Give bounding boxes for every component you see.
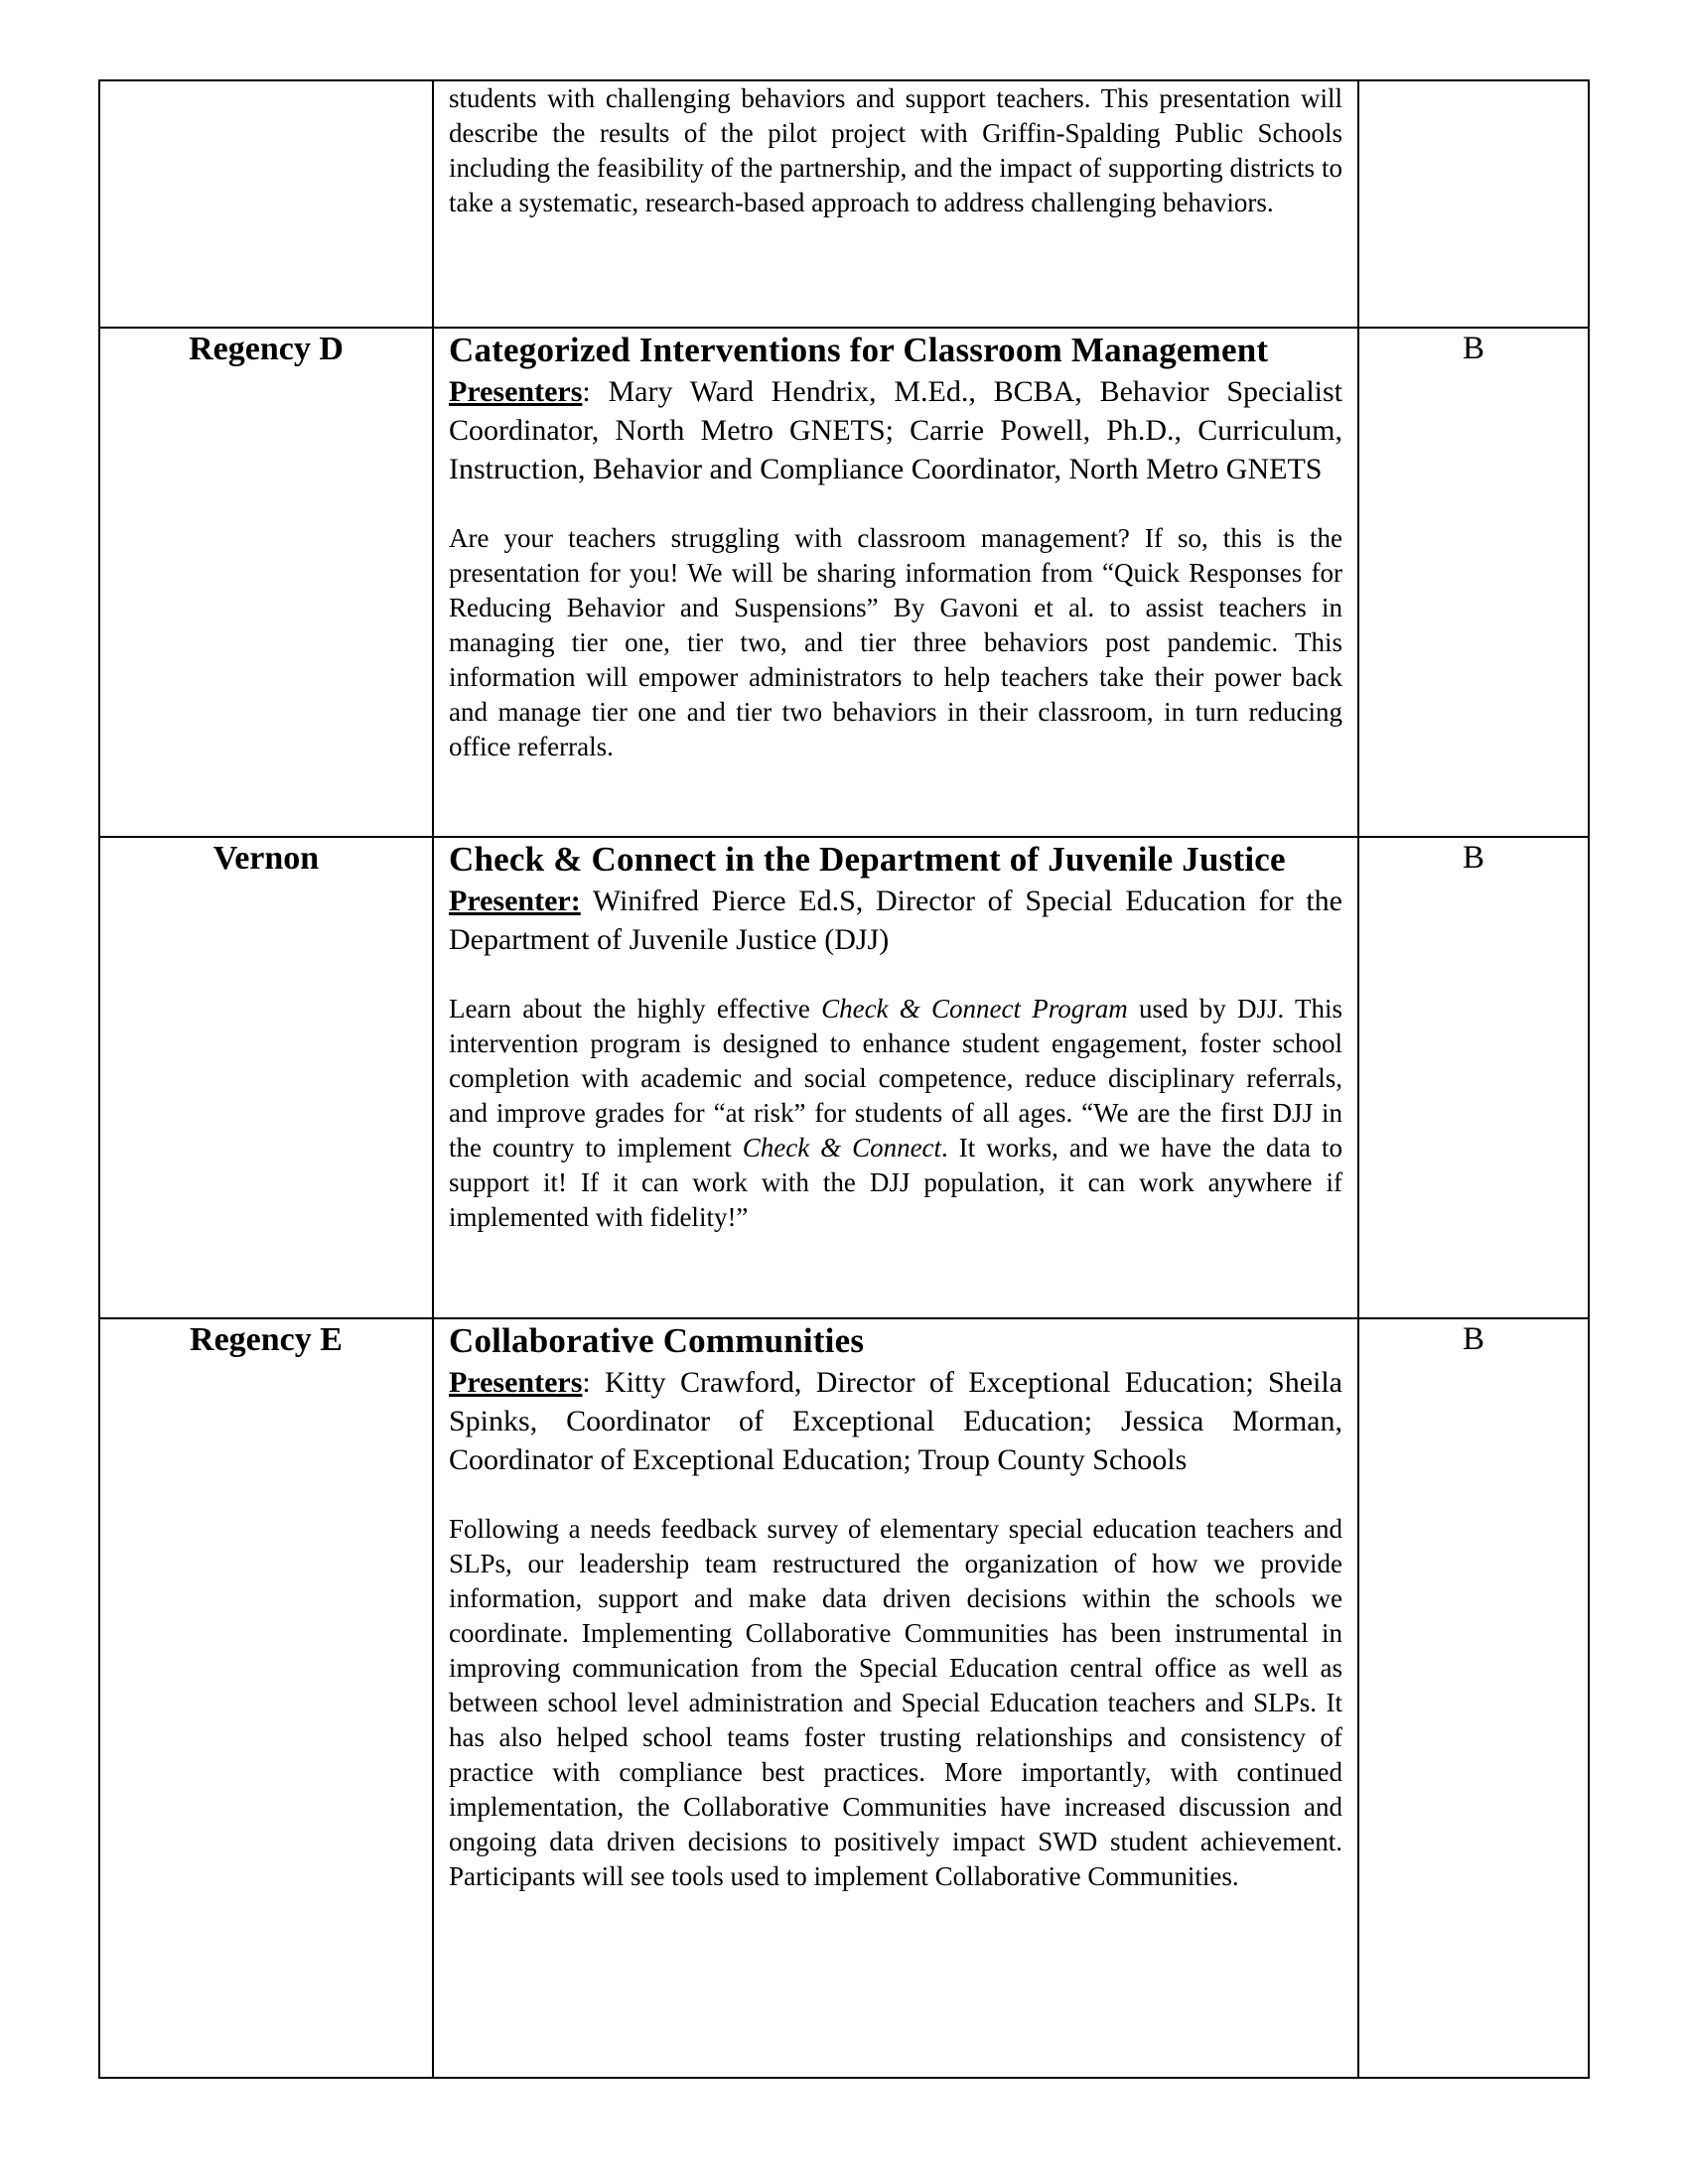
room-name: Regency D [189,331,344,367]
program-name: Check & Connect Program [821,994,1128,1024]
description-cell [433,328,1358,837]
room-cell [99,328,433,837]
presenters-label: Presenters [449,375,583,408]
session-abstract: Are your teachers struggling with classroom management? If so, this is the presentation for you! We will be sharing information from “Quick Responses for Reducing Behavior and Suspensions” By Gavoni et al. to assist teachers in managing tier one, tier two, and tier three behaviors post pandemic. This information will empower administrators to help teachers take their power back and manage tier one and tier two behaviors in their classroom, in turn reducing office referrals. [449,523,1342,761]
abstract-text: Learn about the highly effective [449,994,822,1024]
presenters-label: Presenter: [449,885,581,917]
description-cell [433,80,1358,328]
session-level: B [1462,331,1484,366]
table-row [99,80,1589,328]
session-presenters [449,882,1342,959]
session-presenters [449,372,1342,488]
session-presenters [449,1363,1342,1479]
room-cell [99,837,433,1318]
session-title: Collaborative Communities [449,1321,865,1360]
sessions-table [98,79,1590,2079]
presenters-text: : Mary Ward Hendrix, M.Ed., BCBA, Behavior Specialist Coordinator, North Metro GNETS; Carrie Powell, Ph.D., Curriculum, Instruction, Behavior and Compliance Coordinator, North Metro GNETS [449,375,1342,485]
level-cell [1358,328,1589,837]
level-cell [1358,80,1589,328]
room-name: Vernon [212,840,320,877]
abstract-text: . It works, and we have the data to support it! If it can work with the DJJ population, it can work anywhere if implemented with fidelity!” [449,1133,1342,1232]
abstract-text: used by DJJ. This intervention program is designed to enhance student engagement, foster school completion with academic and social competence, reduce disciplinary referrals, and improve grades for “at risk” for students of all ages. “We are the first DJJ in the country to implement [449,994,1342,1162]
table-row [99,1318,1589,2078]
description-cell [433,1318,1358,2078]
program-name: Check & Connect [742,1133,942,1162]
description-cell [433,837,1358,1318]
table-row [99,837,1589,1318]
session-abstract: students with challenging behaviors and support teachers. This presentation will describe the results of the pilot project with Griffin-Spalding Public Schools including the feasibility of the partnership, and the impact of supporting districts to take a systematic, research-based approach to address challenging behaviors. [449,83,1342,217]
session-level: B [1462,840,1484,876]
session-abstract: Following a needs feedback survey of elementary special education teachers and SLPs, our leadership team restructured the organization of how we provide information, support and make data driven decisions within the schools we coordinate. Implementing Collaborative Communities has been instrumental in improving communication from the Special Education central office as well as between school level administration and Special Education teachers and SLPs. It has also helped school teams foster trusting relationships and consistency of practice with compliance best practices. More importantly, with continued implementation, the Collaborative Communities have increased discussion and ongoing data driven decisions to positively impact SWD student achievement. Participants will see tools used to implement Collaborative Communities. [449,1514,1342,1891]
presenters-label: Presenters [449,1366,583,1399]
table-row [99,328,1589,837]
room-cell [99,1318,433,2078]
session-title: Check & Connect in the Department of Juvenile Justice [449,840,1286,879]
presenters-text: : Kitty Crawford, Director of Exceptional Education; Sheila Spinks, Coordinator of Exceptional Education; Jessica Morman, Coordinator of Exceptional Education; Troup County Schools [449,1366,1342,1476]
presenters-text: Winifred Pierce Ed.S, Director of Special Education for the Department of Juvenile Justice (DJJ) [449,885,1342,956]
session-title: Categorized Interventions for Classroom Management [449,331,1269,369]
room-name: Regency E [190,1321,343,1358]
level-cell [1358,1318,1589,2078]
level-cell [1358,837,1589,1318]
session-level: B [1462,1321,1484,1357]
session-abstract [449,992,1342,1235]
room-cell [99,80,433,328]
